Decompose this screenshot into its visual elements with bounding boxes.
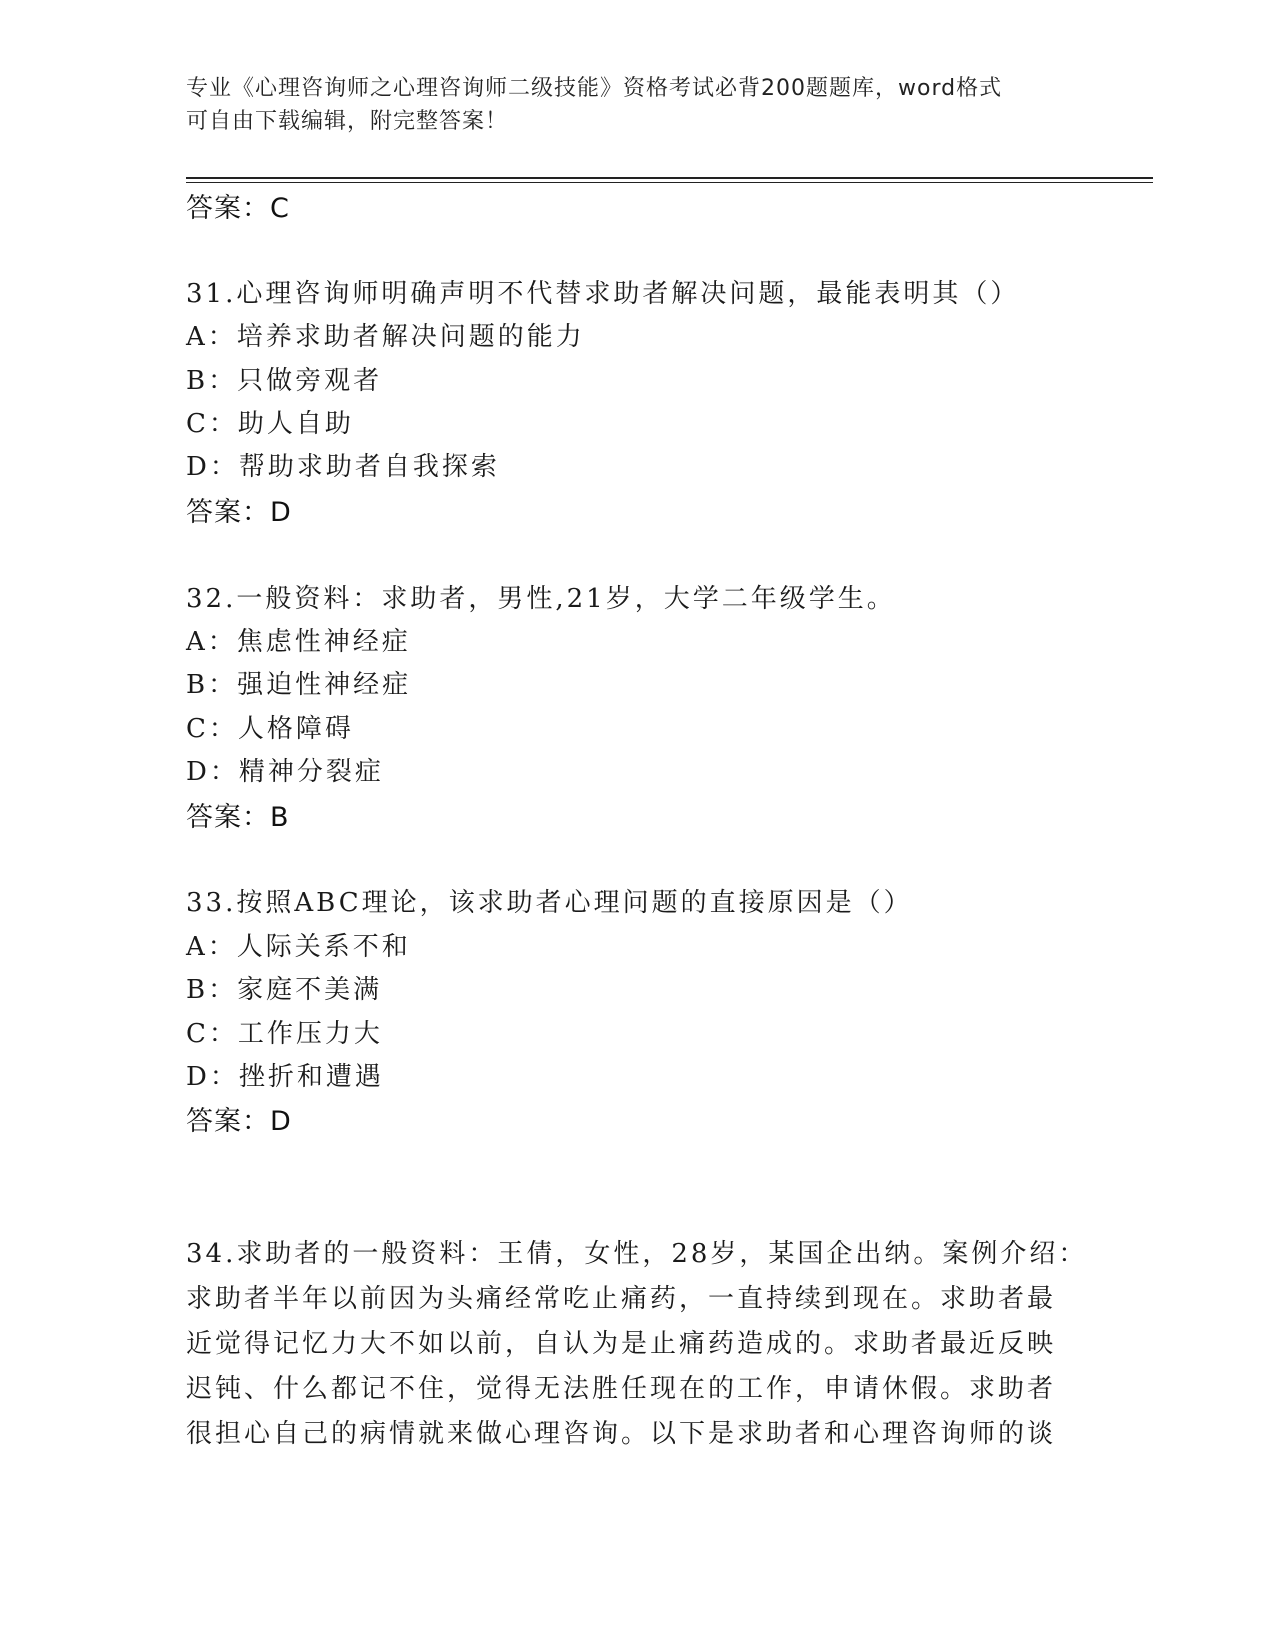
question-33-option-b: B：家庭不美满 bbox=[186, 975, 383, 1005]
question-33-option-c: C：工作压力大 bbox=[186, 1019, 383, 1049]
question-31-option-b: B：只做旁观者 bbox=[186, 366, 383, 396]
question-32-answer: 答案：B bbox=[186, 802, 290, 833]
question-33-stem: 33.按照ABC理论，该求助者心理问题的直接原因是（） bbox=[186, 888, 913, 918]
question-33-option-d: D：挫折和遭遇 bbox=[186, 1062, 384, 1092]
question-34-line: 求助者半年以前因为头痛经常吃止痛药，一直持续到现在。求助者最 bbox=[186, 1284, 1057, 1314]
document-header bbox=[186, 72, 1086, 138]
question-34-line: 近觉得记忆力大不如以前，自认为是止痛药造成的。求助者最近反映 bbox=[186, 1329, 1057, 1359]
question-32-stem: 32.一般资料：求助者，男性,21岁，大学二年级学生。 bbox=[186, 584, 896, 614]
question-32-option-c: C：人格障碍 bbox=[186, 714, 354, 744]
question-31-option-a: A：培养求助者解决问题的能力 bbox=[186, 322, 585, 352]
question-32-option-a: A：焦虑性神经症 bbox=[186, 627, 411, 657]
question-33-option-a: A：人际关系不和 bbox=[186, 932, 411, 962]
question-32-option-b: B：强迫性神经症 bbox=[186, 670, 412, 700]
question-31-answer: 答案：D bbox=[186, 497, 292, 528]
question-34-line: 34.求助者的一般资料：王倩，女性，28岁，某国企出纳。案例介绍： bbox=[186, 1239, 1088, 1269]
question-32-option-d: D：精神分裂症 bbox=[186, 757, 384, 787]
question-34-line: 很担心自己的病情就来做心理咨询。以下是求助者和心理咨询师的谈 bbox=[186, 1419, 1057, 1449]
question-34-paragraph bbox=[186, 1232, 1088, 1457]
header-divider-thick bbox=[186, 177, 1153, 179]
question-31-stem: 31.心理咨询师明确声明不代替求助者解决问题，最能表明其（） bbox=[186, 279, 1020, 309]
header-line-1: 专业《心理咨询师之心理咨询师二级技能》资格考试必背200题题库，word格式 bbox=[186, 76, 1003, 101]
previous-answer: 答案：C bbox=[186, 193, 290, 224]
question-31-option-c: C：助人自助 bbox=[186, 409, 354, 439]
header-divider-thin bbox=[186, 182, 1153, 183]
header-line-2: 可自由下载编辑，附完整答案！ bbox=[186, 109, 509, 134]
question-34-line: 迟钝、什么都记不住，觉得无法胜任现在的工作，申请休假。求助者 bbox=[186, 1374, 1057, 1404]
question-31-option-d: D：帮助求助者自我探索 bbox=[186, 452, 500, 482]
question-33-answer: 答案：D bbox=[186, 1106, 292, 1137]
